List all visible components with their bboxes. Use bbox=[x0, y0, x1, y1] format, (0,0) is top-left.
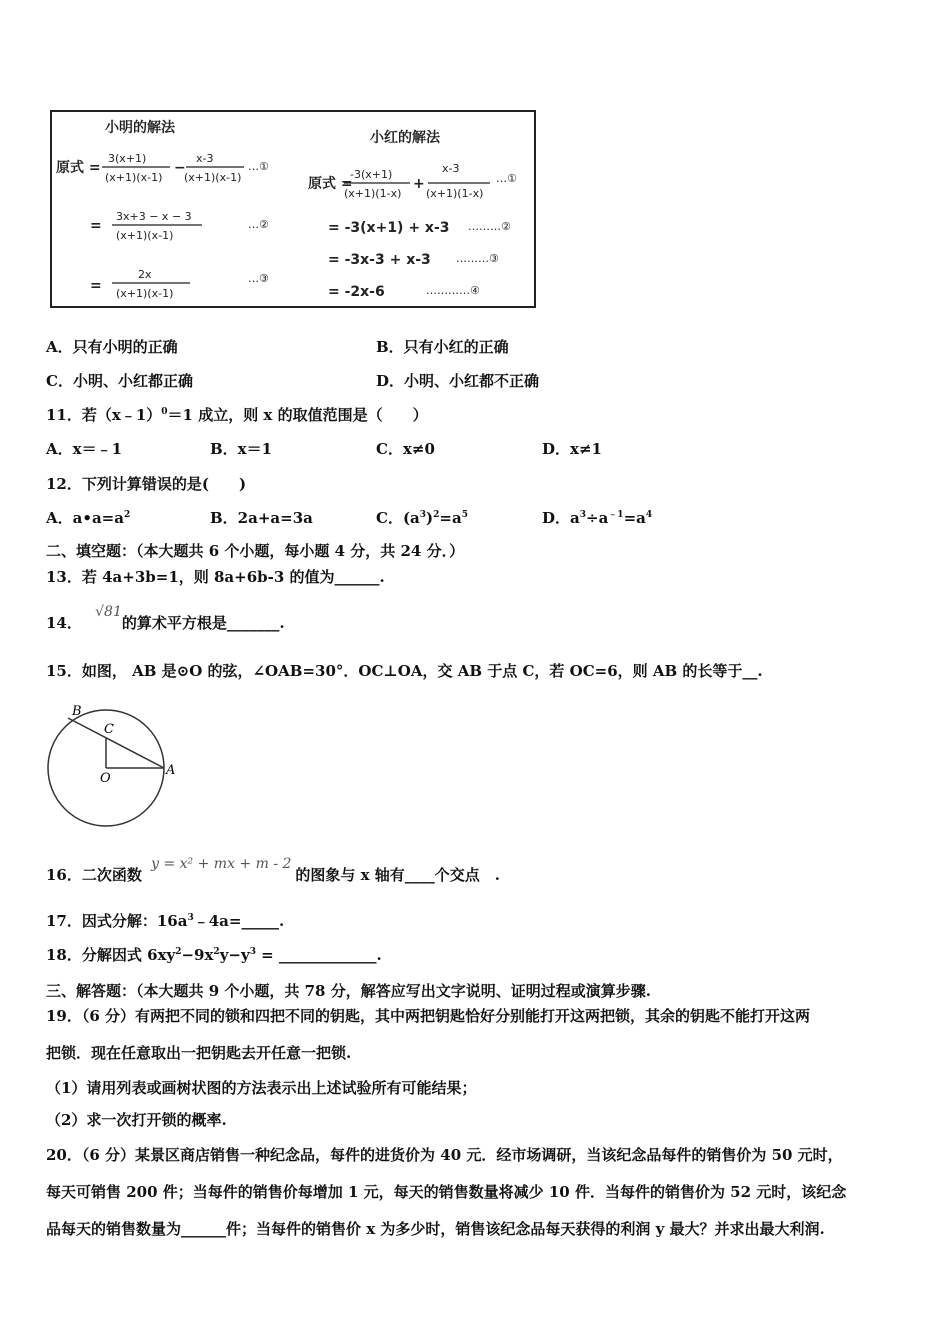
xm-line2-mark: …② bbox=[248, 218, 269, 231]
xh-line2-mark: ………② bbox=[468, 220, 511, 233]
xh-line3: = -3x-3 + x-3 bbox=[328, 252, 431, 268]
xm-line3-den: (x+1)(x-1) bbox=[116, 287, 174, 300]
q20-line3: 品每天的销售数量为______件；当每件的销售价 x 为多少时，销售该纪念品每天获得的利润 y 最大？并求出最大利润. bbox=[46, 1220, 825, 1238]
q15-text: 15．如图， AB 是⊙O 的弦，∠OAB=30°．OC⊥OA，交 AB 于点 C，若 OC=6，则 AB 的长等于__. bbox=[46, 662, 763, 680]
q14-text: 14． √81的算术平方根是_______. bbox=[46, 604, 285, 632]
q12-option-c: C．$(a^3)^2=a^5$ bbox=[376, 509, 468, 527]
xh-line1-num2: x-3 bbox=[442, 162, 460, 175]
point-o-label: O bbox=[100, 771, 111, 786]
q11-option-d: D．x≠1 bbox=[542, 440, 602, 458]
xm-line1-mark: …① bbox=[248, 160, 269, 173]
solution-comparison-image bbox=[50, 110, 536, 308]
q12-option-a: A．$a•a=a^2$ bbox=[46, 509, 131, 527]
section2-heading: 二、填空题：（本大题共 6 个小题，每小题 4 分，共 24 分．） bbox=[46, 542, 465, 560]
q19-line2: 把锁．现在任意取出一把钥匙去开任意一把锁. bbox=[46, 1044, 352, 1062]
q10-option-a: A．只有小明的正确 bbox=[46, 338, 178, 356]
q19-sub2: （2）求一次打开锁的概率. bbox=[46, 1111, 227, 1129]
xh-line3-mark: ………③ bbox=[456, 252, 499, 265]
xm-line3-mark: …③ bbox=[248, 272, 269, 285]
q12-option-b: B．2a+a=3a bbox=[210, 509, 313, 527]
q12-option-d: D．$a^3\div a^{﹣1}=a^4$ bbox=[542, 509, 653, 527]
xh-line2: = -3(x+1) + x-3 bbox=[328, 220, 450, 236]
xm-line1-minus: − bbox=[174, 160, 186, 176]
quadratic-formula: y = x² + mx + m - 2 bbox=[151, 856, 292, 872]
xh-line1-mark: …① bbox=[496, 172, 517, 185]
xm-line2-den: (x+1)(x-1) bbox=[116, 229, 174, 242]
xh-line1-num: -3(x+1) bbox=[350, 168, 393, 181]
point-a-label: A bbox=[166, 763, 176, 778]
xm-line3-lead: = bbox=[90, 278, 102, 294]
xiaohong-title: 小红的解法 bbox=[370, 130, 440, 146]
q20-line1: 20．（6 分）某景区商店销售一种纪念品，每件的进货价为 40 元．经市场调研，当该纪念品每件的销售价为 50 元时， bbox=[46, 1146, 843, 1164]
q19-line1: 19．（6 分）有两把不同的锁和四把不同的钥匙，其中两把钥匙恰好分别能打开这两把锁，其余的钥匙不能打开这两 bbox=[46, 1007, 811, 1025]
point-b-label: B bbox=[72, 704, 82, 719]
xm-line1-den2: (x+1)(x-1) bbox=[184, 171, 242, 184]
q10-option-c: C．小明、小红都正确 bbox=[46, 372, 193, 390]
q11-stem: 11．若（x﹣1）$^0$＝1 成立，则 x 的取值范围是（ ） bbox=[46, 406, 428, 424]
xh-line4: = -2x-6 bbox=[328, 284, 385, 300]
xm-line2-num: 3x+3 − x − 3 bbox=[116, 210, 192, 223]
section3-heading: 三、解答题：（本大题共 9 个小题，共 78 分，解答应写出文字说明、证明过程或演算步骤. bbox=[46, 982, 651, 1000]
xh-line1-plus: + bbox=[413, 176, 425, 192]
sqrt81-formula: √81 bbox=[95, 604, 122, 620]
q11-option-c: C．x≠0 bbox=[376, 440, 435, 458]
xh-line1-lead: 原式 = bbox=[308, 176, 353, 192]
xm-line1-num2: x-3 bbox=[196, 152, 214, 165]
q11-option-b: B．x＝1 bbox=[210, 440, 273, 458]
q11-option-a: A．x＝﹣1 bbox=[46, 440, 123, 458]
q17-text: 17．因式分解：$16a^3﹣4a=\_\_\_\_\_$. bbox=[46, 912, 285, 930]
q20-line2: 每天可销售 200 件；当每件的销售价每增加 1 元，每天的销售数量将减少 10 件．当每件的销售价为 52 元时，该纪念 bbox=[46, 1183, 847, 1201]
q16-text: 16．二次函数 y = x² + mx + m - 2的图象与 x 轴有____个交点 . bbox=[46, 856, 501, 884]
q18-text: 18．分解因式 $6xy^2-9x^2y-y^3$ = _____________. bbox=[46, 946, 382, 964]
q10-option-b: B．只有小红的正确 bbox=[376, 338, 509, 356]
xh-line1-den: (x+1)(1-x) bbox=[344, 187, 402, 200]
q15-circle-figure bbox=[44, 700, 180, 828]
xh-line1-den2: (x+1)(1-x) bbox=[426, 187, 484, 200]
q12-stem: 12．下列计算错误的是( ) bbox=[46, 475, 247, 493]
xm-line1-num: 3(x+1) bbox=[108, 152, 147, 165]
q13-text: 13．若 4a+3b=1，则 8a+6b-3 的值为______. bbox=[46, 568, 385, 586]
q10-option-d: D．小明、小红都不正确 bbox=[376, 372, 540, 390]
xiaoming-title: 小明的解法 bbox=[105, 120, 175, 136]
xm-line1-lead: 原式 = bbox=[56, 160, 101, 176]
q19-sub1: （1）请用列表或画树状图的方法表示出上述试验所有可能结果； bbox=[46, 1079, 477, 1097]
xm-line2-lead: = bbox=[90, 218, 102, 234]
xh-line4-mark: …………④ bbox=[426, 284, 480, 297]
xm-line1-den: (x+1)(x-1) bbox=[105, 171, 163, 184]
point-c-label: C bbox=[104, 722, 114, 737]
xm-line3-num: 2x bbox=[138, 268, 152, 281]
